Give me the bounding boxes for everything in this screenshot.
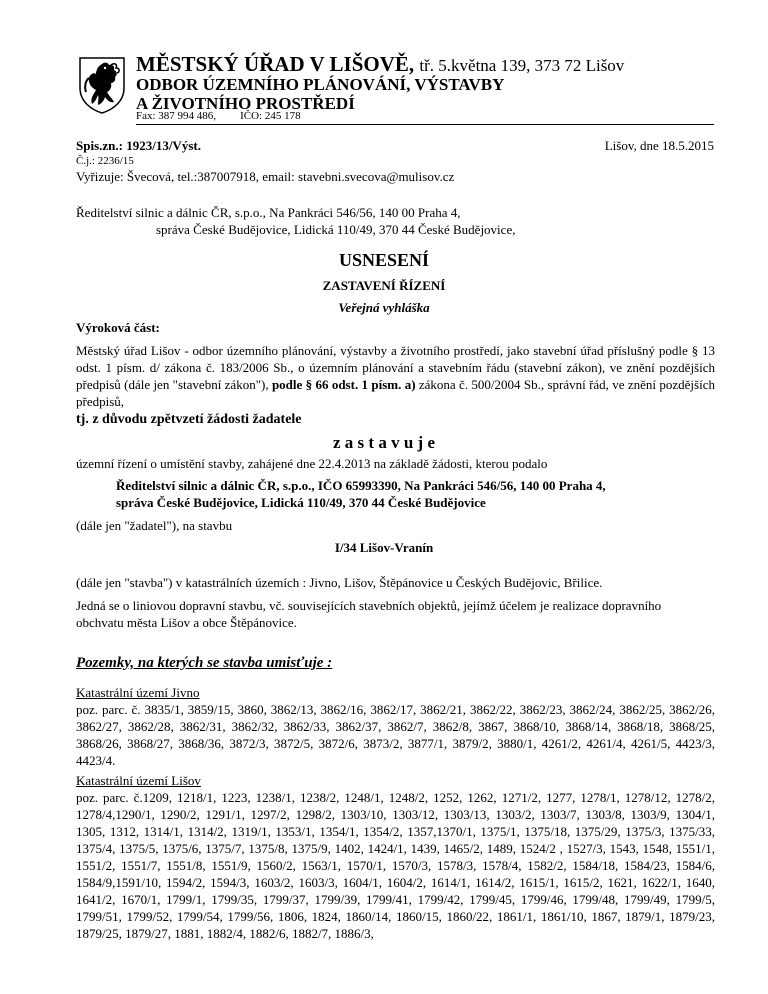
section-heading-verdict: Výroková část: — [76, 320, 160, 335]
department-line-2: A ŽIVOTNÍHO PROSTŘEDÍ — [136, 94, 355, 113]
department-heading — [136, 75, 504, 113]
office-heading — [136, 52, 624, 77]
header-divider — [136, 124, 714, 125]
reason-line: tj. z důvodu zpětvzetí žádosti žadatele — [76, 412, 302, 427]
place-and-date: Lišov, dne 18.5.2015 — [604, 138, 714, 153]
construction-name: I/34 Lišov-Vranín — [334, 540, 434, 555]
addressee-line-1: Ředitelství silnic a dálnic ČR, s.p.o., Na Pankráci 546/56, 140 00 Praha 4, — [76, 205, 461, 220]
coat-of-arms-lion-logo — [76, 54, 128, 114]
parcel-list-lisov: poz. parc. č.1209, 1218/1, 1223, 1238/1, 1238/2, 1248/1, 1248/2, 1252, 1262, 1271/2, 1277, 1278/1, 1278/12, 1278/2, 1278/4,1290/1, 1290/2, 1291/1, 1297/2, 1298/2, 1303/10, 1303/12, 1303/13, 1303/2, 1303/7, 1303/8, 1303/9, 1304/1, 1305, 1312, 1314/1, 1314/2, 1319/1, 1353/1, 1354/1, 1354/2, 1357,1370/1, 1375/1, 1375/18, 1375/29, 1375/3, 1375/33, 1375/4, 1375/5, 1375/6, 1375/7, 1375/8, 1375/9, 1402, 1424/1, 1439, 1465/2, 1489, 1524/2 , 1527/3, 1543, 1548, 1551/1, 1551/2, 1551/7, 1551/8, 1551/9, 1560/2, 1563/1, 1570/1, 1570/3, 1578/3, 1578/4, 1582/2, 1584/18, 1584/23, 1584/6, 1584/9,1591/10, 1594/2, 1594/3, 1603/2, 1603/3, 1604/1, 1604/2, 1614/1, 1614/2, 1615/1, 1615/2, 1621, 1622/1, 1640, 1641/2, 1670/1, 1799/1, 1799/35, 1799/37, 1799/39, 1799/41, 1799/42, 1799/45, 1799/46, 1799/48, 1799/49, 1799/5, 1799/51, 1799/52, 1799/54, 1799/56, 1806, 1824, 1860/14, 1860/15, 1860/22, 1861/1, 1861/10, 1867, 1879/1, 1879/23, 1879/25, 1879/27, 1881, 1882/4, 1882/6, 1882/7, 1886/3, — [76, 790, 715, 941]
document-subtitle: ZASTAVENÍ ŘÍZENÍ — [322, 278, 446, 293]
cadastral-area-jivno: Katastrální území Jivno — [76, 685, 200, 700]
applicant-line-1: Ředitelství silnic a dálnic ČR, s.p.o., IČO 65993390, Na Pankráci 546/56, 140 00 Praha 4, — [116, 478, 606, 493]
cadastral-area-lisov: Katastrální území Lišov — [76, 773, 201, 788]
verdict-text-1: Městský úřad Lišov - odbor územního plánování, výstavby a životního prostředí, jako stavební úřad příslušný podle § 13 odst. 1 písm. d/ zákona č. 183/2006 Sb., o územním plánování a stavebním řádu (stavební zákon), ve znění pozdějších předpisů (dále jen "stavební zákon"), — [76, 343, 715, 392]
department-line-1: ODBOR ÚZEMNÍHO PLÁNOVÁNÍ, VÝSTAVBY — [136, 75, 505, 94]
construction-description: Jedná se o liniovou dopravní stavbu, vč. souvisejících stavebních objektů, jejímž účelem je realizace dopravního obchvatu města Lišov a obce Štěpánovice. — [76, 598, 662, 630]
verdict-text-2: zákona č. 500/2004 Sb., správní řád, ve znění pozdějších předpisů, — [76, 377, 715, 409]
fax-number: Fax: 387 994 486, — [136, 110, 217, 122]
addressee-line-2: správa České Budějovice, Lidická 110/49, 370 44 České Budějovice, — [156, 222, 516, 237]
ico-number: IČO: 245 178 — [240, 110, 301, 122]
document-title: USNESENÍ — [338, 250, 430, 270]
construction-alias: (dále jen "stavba") v katastrálních územích : Jivno, Lišov, Štěpánovice u Českých Budějovic, Břilice. — [76, 575, 603, 590]
section-heading-parcels: Pozemky, na kterých se stavba umisťuje : — [76, 655, 333, 671]
office-contact — [136, 110, 325, 122]
reference-number: Č.j.: 2236/15 — [76, 155, 134, 167]
applicant-line-2: správa České Budějovice, Lidická 110/49, 370 44 České Budějovice — [116, 495, 486, 510]
office-address: tř. 5.května 139, 373 72 Lišov — [419, 56, 625, 75]
decision-word: z a s t a v u j e — [333, 433, 435, 452]
handled-by: Vyřizuje: Švecová, tel.:387007918, email: stavebni.svecova@mulisov.cz — [76, 169, 455, 184]
public-notice-label: Veřejná vyhláška — [338, 300, 430, 315]
verdict-legal-basis: podle § 66 odst. 1 písm. a) — [271, 377, 416, 392]
parcel-list-jivno: poz. parc. č. 3835/1, 3859/15, 3860, 3862/13, 3862/16, 3862/17, 3862/21, 3862/22, 3862/23, 3862/24, 3862/25, 3862/26, 3862/27, 3862/28, 3862/31, 3862/32, 3862/33, 3862/37, 3862/7, 3862/8, 3867, 3868/10, 3868/14, 3868/18, 3868/25, 3868/26, 3868/27, 3868/36, 3872/3, 3872/5, 3872/6, 3873/2, 3877/1, 3879/2, 3880/1, 4261/2, 4261/4, 4261/5, 4423/3, 4423/4. — [76, 702, 715, 768]
applicant-alias: (dále jen "žadatel"), na stavbu — [76, 518, 233, 533]
file-reference: Spis.zn.: 1923/13/Výst. — [76, 138, 201, 153]
proceedings-text: územní řízení o umístění stavby, zahájené dne 22.4.2013 na základě žádosti, kterou podalo — [76, 456, 548, 471]
verdict-paragraph — [76, 342, 715, 410]
office-name: MĚSTSKÝ ÚŘAD V LIŠOVĚ, — [136, 52, 415, 76]
